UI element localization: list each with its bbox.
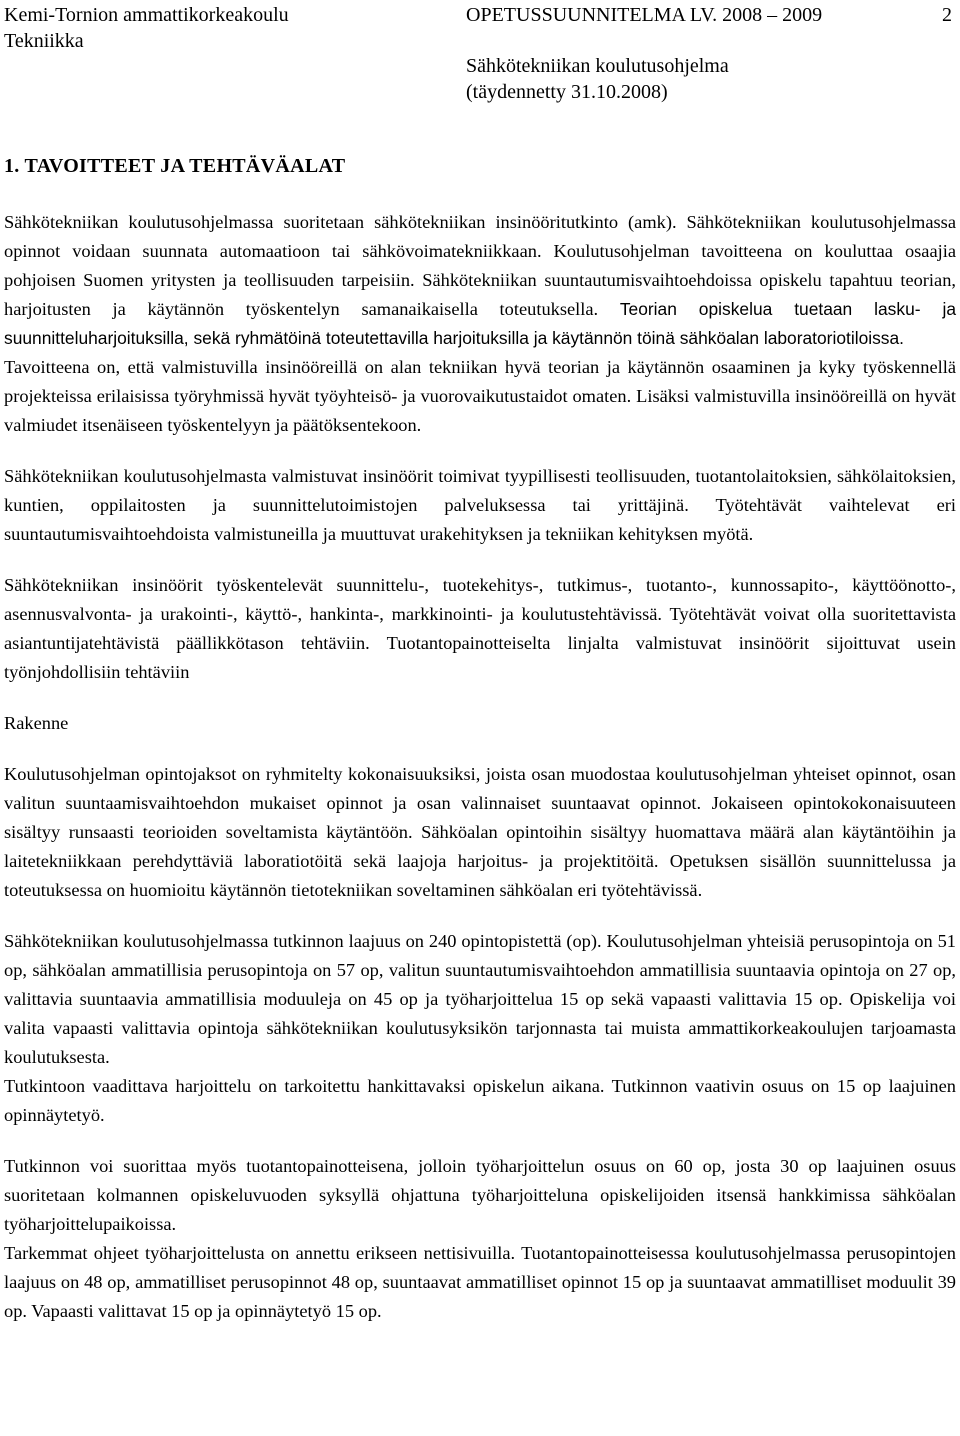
header-program: Sähkötekniikan koulutusohjelma [466,55,729,77]
body-text [4,208,956,1326]
paragraph-tasks: Sähkötekniikan insinöörit työskentelevät suunnittelu-, tuotekehitys-, tutkimus-, tuotanto-, kunnossapito-, käyttöönotto-, asennusvalvonta- ja urakointi-, käyttö-, hankinta-, markkinointi- ja koulutustehtävissä. Työtehtävät voivat olla suoritettavista asiantuntijatehtävistä päällikkötason tehtäviin. Tuotantopainotteiselta linjalta valmistuvat insinöörit sijoittuvat usein työnjohdollisiin tehtäviin [4,575,956,682]
paragraph-goals-text: Sähkötekniikan koulutusohjelmassa suoritetaan sähkötekniikan insinööritutkinto (amk). Sähkötekniikan koulutusohjelmassa opinnot voidaan suunnata automaatioon tai sähkövoimatekniikkaan. Koulutusohjelman tavoitteena on kouluttaa osaajia pohjoisen Suomen yritysten ja teollisuuden tarpeisiin. Sähkötekniikan suuntautumisvaihtoehdoissa opiskelu tapahtuu teorian, harjoitusten ja käytännön työskentelyn samanaikaisella toteutuksella. [4,212,956,319]
paragraph-objectives: Tavoitteena on, että valmistuvilla insinööreillä on alan tekniikan hyvä teorian ja käytännön osaaminen ja kyky työskennellä projekteissa erilaisissa työryhmissä hyvät työyhteisö- ja vuorovaikutustaidot omaten. Lisäksi valmistuvilla insinööreillä on hyvät valmiudet itsenäiseen työskentelyyn ja päätöksentekoon. [4,357,956,435]
paragraph-thesis: Tutkintoon vaadittava harjoittelu on tarkoitettu hankittavaksi opiskelun aikana. Tutkinnon vaativin osuus on 15 op laajuinen opinnäytetyö. [4,1076,956,1125]
paragraph-careers: Sähkötekniikan koulutusohjelmasta valmistuvat insinöörit toimivat tyypillisesti teollisuuden, tuotantolaitoksien, sähkölaitoksien, kuntien, oppilaitosten ja suunnittelutoimistojen palveluksessa tai yrittäjinä. Työtehtävät vaihtelevat eri suuntautumisvaihtoehdoista valmistuneilla ja muuttuvat urakehityksen ja tekniikan kehityksen myötä. [4,466,956,544]
header-plan: OPETUSSUUNNITELMA LV. 2008 – 2009 [466,4,823,26]
section-heading: 1. TAVOITTEET JA TEHTÄVÄALAT [4,155,346,177]
page-number: 2 [942,4,952,26]
paragraph-instructions: Tarkemmat ohjeet työharjoittelusta on annettu erikseen nettisivuilla. Tuotantopainotteisessa koulutusohjelmassa perusopintojen laajuus on 48 op, ammatilliset perusopinnot 48 op, suuntaavat ammatilliset opinnot 15 op ja suuntaavat ammatilliset moduulit 39 op. Vapaasti valittavat 15 op ja opinnäytetyö 15 op. [4,1243,956,1321]
paragraph-production: Tutkinnon voi suorittaa myös tuotantopainotteisena, jolloin työharjoittelun osuus on 60 op, josta 30 op laajuinen osuus suoritetaan kolmannen opiskeluvuoden syksyllä ohjattuna työharjoitteluna opiskelijoiden itsensä hankkimissa sähköalan työharjoittelupaikoissa. [4,1156,956,1234]
paragraph-credits: Sähkötekniikan koulutusohjelmassa tutkinnon laajuus on 240 opintopistettä (op). Koulutusohjelman yhteisiä perusopintoja on 51 op, sähköalan ammatillisia perusopintoja on 57 op, valitun suuntautumisvaihtoehdon ammatillisia suuntaavia opintoja on 27 op, valittavia suuntaavia ammatillisia moduuleja on 45 op ja työharjoittelua 15 op sekä vapaasti valittavia 15 op. Opiskelija voi valita vapaasti valittavia opintoja sähkötekniikan koulutusyksikön tarjonnasta tai muista ammattikorkeakoulujen tarjoamasta koulutuksesta. [4,931,956,1067]
subheading-structure: Rakenne [4,713,69,733]
paragraph-teaching-text: Teorian opiskelua tuetaan lasku- ja suunnitteluharjoituksilla, sekä ryhmätöinä toteutettavilla harjoituksilla ja käytännön töinä sähköalan laboratoriotiloissa. [4,299,957,348]
header-updated: (täydennetty 31.10.2008) [466,81,668,103]
paragraph-goals [4,208,956,353]
header-unit: Tekniikka [4,30,84,52]
paragraph-structure: Koulutusohjelman opintojaksot on ryhmitelty kokonaisuuksiksi, joista osan muodostaa koulutusohjelman yhteiset opinnot, osan valitun suuntaamisvaihtoehdon mukaiset opinnot ja osan valinnaiset suuntaavat opinnot. Jokaiseen opintokokonaisuuteen sisältyy runsaasti teorioiden soveltamista käytäntöön. Sähköalan opintoihin sisältyy huomattava määrä alan käytäntöihin ja laitetekniikkaan perehdyttäviä laboratiotöitä sekä laajoja harjoitus- ja projektitöitä. Opetuksen sisällön suunnittelussa ja toteutuksessa on huomioitu käytännön tietotekniikan soveltaminen sähköalan eri työtehtävissä. [4,764,956,900]
header-school: Kemi-Tornion ammattikorkeakoulu [4,4,289,26]
